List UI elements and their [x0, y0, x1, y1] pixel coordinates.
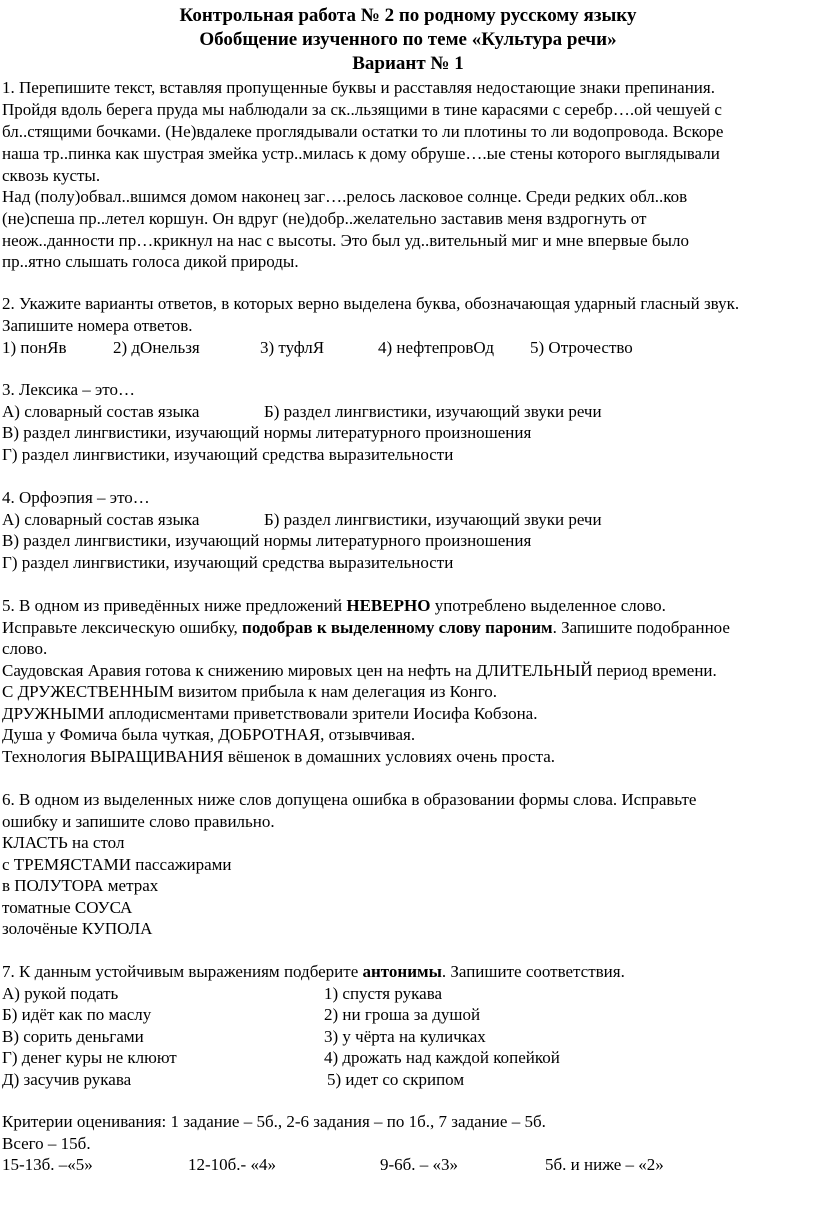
- grade-scale-item: 9-6б. – «3»: [380, 1155, 459, 1174]
- task-2-instruction: Запишите номера ответов.: [2, 316, 193, 335]
- task-3-option-a: А) словарный состав языка: [2, 402, 200, 421]
- task-7-text: 7. К данным устойчивым выражениям подберите: [2, 962, 363, 981]
- task-7-expression: А) рукой подать: [2, 984, 119, 1003]
- task-4-option-b: Б) раздел лингвистики, изучающий звуки речи: [264, 510, 602, 529]
- task-6-item: золочёные КУПОЛА: [2, 919, 153, 938]
- task-1-line: бл..стящими бочками. (Не)вдалеке проглядывали остатки то ли плотины то ли водопровода. Вскоре: [2, 122, 724, 141]
- document-subtitle: Обобщение изученного по теме «Культура речи»: [199, 29, 617, 50]
- task-5-instruction: [2, 617, 730, 638]
- task-6-instruction: ошибку и запишите слово правильно.: [2, 812, 275, 831]
- task-5-text: 5. В одном из приведённых ниже предложений: [2, 596, 347, 615]
- task-5-emphasis: НЕВЕРНО: [346, 596, 431, 615]
- task-5-sentence: ДРУЖНЫМИ аплодисментами приветствовали зрители Иосифа Кобзона.: [2, 704, 538, 723]
- task-6-question: 6. В одном из выделенных ниже слов допущена ошибка в образовании формы слова. Исправьте: [2, 790, 697, 809]
- task-5-sentence: С ДРУЖЕСТВЕННЫМ визитом прибыла к нам делегация из Конго.: [2, 682, 498, 701]
- task-1-line: Пройдя вдоль берега пруда мы наблюдали за ск..льзящими в тине карасями с серебр….ой чешуей с: [2, 100, 722, 119]
- task-7-expression: Б) идёт как по маслу: [2, 1005, 152, 1024]
- grade-scale-item: 15-13б. –«5»: [2, 1155, 93, 1174]
- task-7-text: . Запишите соответствия.: [441, 962, 625, 981]
- task-5-text: . Запишите подобранное: [552, 618, 730, 637]
- task-2-question: 2. Укажите варианты ответов, в которых верно выделена буква, обозначающая ударный гласный звук.: [2, 294, 740, 313]
- task-1-line: (не)спеша пр..летел коршун. Он вдруг (не)добр..желательно заставив меня вздрогнуть от: [2, 209, 647, 228]
- task-1-line: Над (полу)обвал..вшимся домом наконец заг….релось ласковое солнце. Среди редких обл..ков: [2, 187, 688, 206]
- task-1-line: неож..данности пр…крикнул на нас с высоты. Это был уд..вительный миг и мне впервые было: [2, 231, 689, 250]
- task-7-expression: В) сорить деньгами: [2, 1027, 144, 1046]
- task-5-question: [2, 595, 666, 616]
- task-6-item: КЛАСТЬ на стол: [2, 833, 125, 852]
- task-3-option-b: Б) раздел лингвистики, изучающий звуки речи: [264, 402, 602, 421]
- task-2-option: 4) нефтепровОд: [378, 338, 495, 357]
- task-7-question: [2, 961, 625, 982]
- grade-scale-item: 5б. и ниже – «2»: [545, 1155, 664, 1174]
- task-4-option-v: В) раздел лингвистики, изучающий нормы литературного произношения: [2, 531, 532, 550]
- task-4-question: 4. Орфоэпия – это…: [2, 488, 150, 507]
- task-5-emphasis: подобрав к выделенному слову пароним: [242, 618, 553, 637]
- criteria-points: Критерии оценивания: 1 задание – 5б., 2-6 задания – по 1б., 7 задание – 5б.: [2, 1112, 546, 1131]
- criteria-total: Всего – 15б.: [2, 1134, 91, 1153]
- task-5-sentence: Душа у Фомича была чуткая, ДОБРОТНАЯ, отзывчивая.: [2, 725, 416, 744]
- task-6-item: в ПОЛУТОРА метрах: [2, 876, 159, 895]
- task-1-line: сквозь кусты.: [2, 166, 101, 185]
- task-7-antonym: 4) дрожать над каждой копейкой: [324, 1048, 560, 1067]
- task-2-option: 2) дОнельзя: [113, 338, 200, 357]
- task-5-text: Исправьте лексическую ошибку,: [2, 618, 243, 637]
- task-3-question: 3. Лексика – это…: [2, 380, 135, 399]
- task-2-option: 5) Отрочество: [530, 338, 633, 357]
- task-3-option-g: Г) раздел лингвистики, изучающий средства выразительности: [2, 445, 454, 464]
- task-6-item: с ТРЕМЯСТАМИ пассажирами: [2, 855, 232, 874]
- document-title: Контрольная работа № 2 по родному русскому языку: [179, 5, 637, 26]
- task-1-line: 1. Перепишите текст, вставляя пропущенные буквы и расставляя недостающие знаки препинания.: [2, 78, 715, 97]
- task-7-expression: Д) засучив рукава: [2, 1070, 132, 1089]
- grade-scale-item: 12-10б.- «4»: [188, 1155, 276, 1174]
- task-7-antonym: 3) у чёрта на куличках: [324, 1027, 486, 1046]
- task-4-option-a: А) словарный состав языка: [2, 510, 200, 529]
- task-7-antonym: 5) идет со скрипом: [327, 1070, 465, 1089]
- task-7-expression: Г) денег куры не клюют: [2, 1048, 177, 1067]
- variant-heading: Вариант № 1: [352, 53, 464, 74]
- task-2-option: 1) понЯв: [2, 338, 67, 357]
- task-5-text: употреблено выделенное слово.: [430, 596, 666, 615]
- task-5-sentence: Саудовская Аравия готова к снижению мировых цен на нефть на ДЛИТЕЛЬНЫЙ период времени.: [2, 661, 717, 680]
- task-2-option: 3) туфлЯ: [260, 338, 325, 357]
- task-1-line: пр..ятно слышать голоса дикой природы.: [2, 252, 299, 271]
- task-7-antonym: 1) спустя рукава: [324, 984, 443, 1003]
- task-1-line: наша тр..пинка как шустрая змейка устр..милась к дому обруше….ые стены которого выглядывали: [2, 144, 720, 163]
- task-3-option-v: В) раздел лингвистики, изучающий нормы литературного произношения: [2, 423, 532, 442]
- task-5-sentence: Технология ВЫРАЩИВАНИЯ вёшенок в домашних условиях очень проста.: [2, 747, 556, 766]
- task-6-item: томатные СОУСА: [2, 898, 133, 917]
- task-7-emphasis: антонимы: [362, 962, 442, 981]
- task-4-option-g: Г) раздел лингвистики, изучающий средства выразительности: [2, 553, 454, 572]
- task-5-instruction-end: слово.: [2, 639, 48, 658]
- task-7-antonym: 2) ни гроша за душой: [324, 1005, 481, 1024]
